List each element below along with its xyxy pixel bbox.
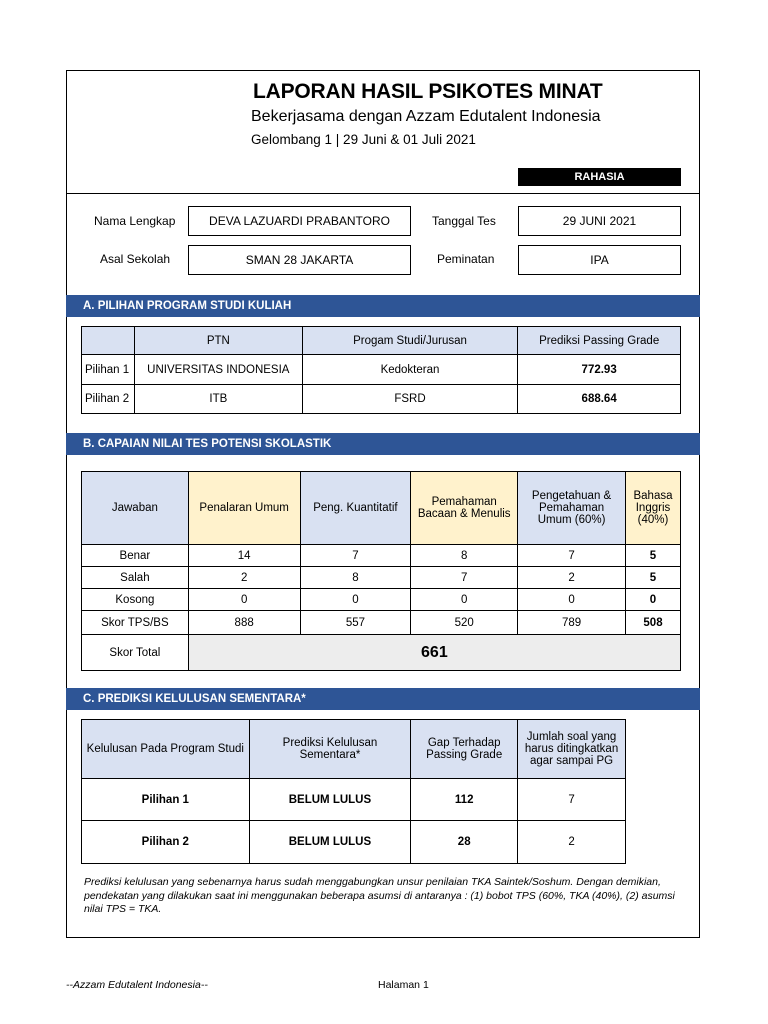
prediction-note: Prediksi kelulusan yang sebenarnya harus sudah menggabungkan unsur penilaian TKA Saintek/Soshum. Dengan demikian, pendekatan yang dilakukan saat ini menggunakan beberapa asumsi di antaranya : (1) bobot TPS (60%, TKA (40%), (2) asumsi nilai TPS = TKA. (84, 876, 675, 915)
program-choice-table (81, 326, 681, 414)
tps-score-table (81, 471, 681, 671)
school-label: Asal Sekolah (100, 252, 171, 266)
table-cell: 28 (411, 821, 518, 864)
table-header-cell: Jawaban (82, 472, 189, 545)
table-header-cell: Jumlah soal yang harus ditingkatkan agar sampai PG (518, 720, 626, 779)
table-cell: Pilihan 1 (82, 779, 250, 821)
table-cell: 2 (518, 821, 626, 864)
table-cell: 2 (518, 567, 626, 589)
table-header-cell: Peng. Kuantitatif (300, 472, 411, 545)
table-row (82, 385, 681, 414)
table-cell: UNIVERSITAS INDONESIA (134, 355, 302, 385)
table-cell: Pilihan 2 (82, 821, 250, 864)
table-cell: 0 (626, 589, 681, 611)
table-row (82, 821, 626, 864)
table-cell: 2 (188, 567, 300, 589)
table-cell: FSRD (302, 385, 518, 414)
table-cell: 7 (411, 567, 518, 589)
date-value: 29 JUNI 2021 (518, 206, 681, 236)
table-header-row (82, 327, 681, 355)
name-label: Nama Lengkap (94, 214, 176, 228)
table-header-cell: Prediksi Passing Grade (518, 327, 681, 355)
table-cell: 0 (518, 589, 626, 611)
table-cell: Salah (82, 567, 189, 589)
table-cell: 0 (411, 589, 518, 611)
table-cell: 7 (518, 779, 626, 821)
report-title: LAPORAN HASIL PSIKOTES MINAT (253, 80, 603, 103)
footer-org: --Azzam Edutalent Indonesia-- (66, 979, 208, 991)
table-cell: BELUM LULUS (249, 779, 411, 821)
table-cell: 7 (518, 545, 626, 567)
table-header-cell: Penalaran Umum (188, 472, 300, 545)
table-row (82, 611, 681, 635)
table-cell: ITB (134, 385, 302, 414)
table-cell: 0 (188, 589, 300, 611)
table-header-cell: Pengetahuan & Pemahaman Umum (60%) (518, 472, 626, 545)
graduation-prediction-table (81, 719, 626, 864)
table-header-cell: Prediksi Kelulusan Sementara* (249, 720, 411, 779)
report-batch: Gelombang 1 | 29 Juni & 01 Juli 2021 (251, 132, 476, 147)
table-cell: 7 (300, 545, 411, 567)
table-cell: 8 (411, 545, 518, 567)
table-cell: 688.64 (518, 385, 681, 414)
table-cell: 112 (411, 779, 518, 821)
table-header-cell: Bahasa Inggris (40%) (626, 472, 681, 545)
table-cell: 0 (300, 589, 411, 611)
table-header-cell: Pemahaman Bacaan & Menulis (411, 472, 518, 545)
section-b-header: B. CAPAIAN NILAI TES POTENSI SKOLASTIK (66, 433, 700, 455)
table-cell: 772.93 (518, 355, 681, 385)
table-header-cell: Gap Terhadap Passing Grade (411, 720, 518, 779)
table-cell: 508 (626, 611, 681, 635)
table-header-row (82, 720, 626, 779)
total-value: 661 (188, 635, 680, 671)
confidential-badge: RAHASIA (518, 168, 681, 186)
section-a-header: A. PILIHAN PROGRAM STUDI KULIAH (66, 295, 700, 317)
table-header-cell: PTN (134, 327, 302, 355)
date-label: Tanggal Tes (432, 214, 496, 228)
table-row (82, 567, 681, 589)
footer-page-number: Halaman 1 (378, 979, 429, 991)
table-cell: 789 (518, 611, 626, 635)
total-row (82, 635, 681, 671)
name-value: DEVA LAZUARDI PRABANTORO (188, 206, 411, 236)
table-header-row (82, 472, 681, 545)
table-cell: Kosong (82, 589, 189, 611)
header-divider (66, 193, 700, 194)
table-cell: BELUM LULUS (249, 821, 411, 864)
major-value: IPA (518, 245, 681, 275)
table-row (82, 779, 626, 821)
table-cell: Skor TPS/BS (82, 611, 189, 635)
table-cell: Benar (82, 545, 189, 567)
table-header-cell: Progam Studi/Jurusan (302, 327, 518, 355)
table-row (82, 589, 681, 611)
report-subtitle: Bekerjasama dengan Azzam Edutalent Indonesia (251, 108, 601, 125)
table-cell: 888 (188, 611, 300, 635)
table-cell: Pilihan 2 (82, 385, 135, 414)
table-header-cell: Kelulusan Pada Program Studi (82, 720, 250, 779)
total-label: Skor Total (82, 635, 189, 671)
table-cell: 5 (626, 567, 681, 589)
table-row (82, 355, 681, 385)
table-cell: Kedokteran (302, 355, 518, 385)
table-cell: Pilihan 1 (82, 355, 135, 385)
school-value: SMAN 28 JAKARTA (188, 245, 411, 275)
table-cell: 14 (188, 545, 300, 567)
table-cell: 8 (300, 567, 411, 589)
table-cell: 557 (300, 611, 411, 635)
section-c-header: C. PREDIKSI KELULUSAN SEMENTARA* (66, 688, 700, 710)
major-label: Peminatan (437, 252, 495, 266)
table-cell: 520 (411, 611, 518, 635)
table-row (82, 545, 681, 567)
table-cell: 5 (626, 545, 681, 567)
table-header-cell (82, 327, 135, 355)
